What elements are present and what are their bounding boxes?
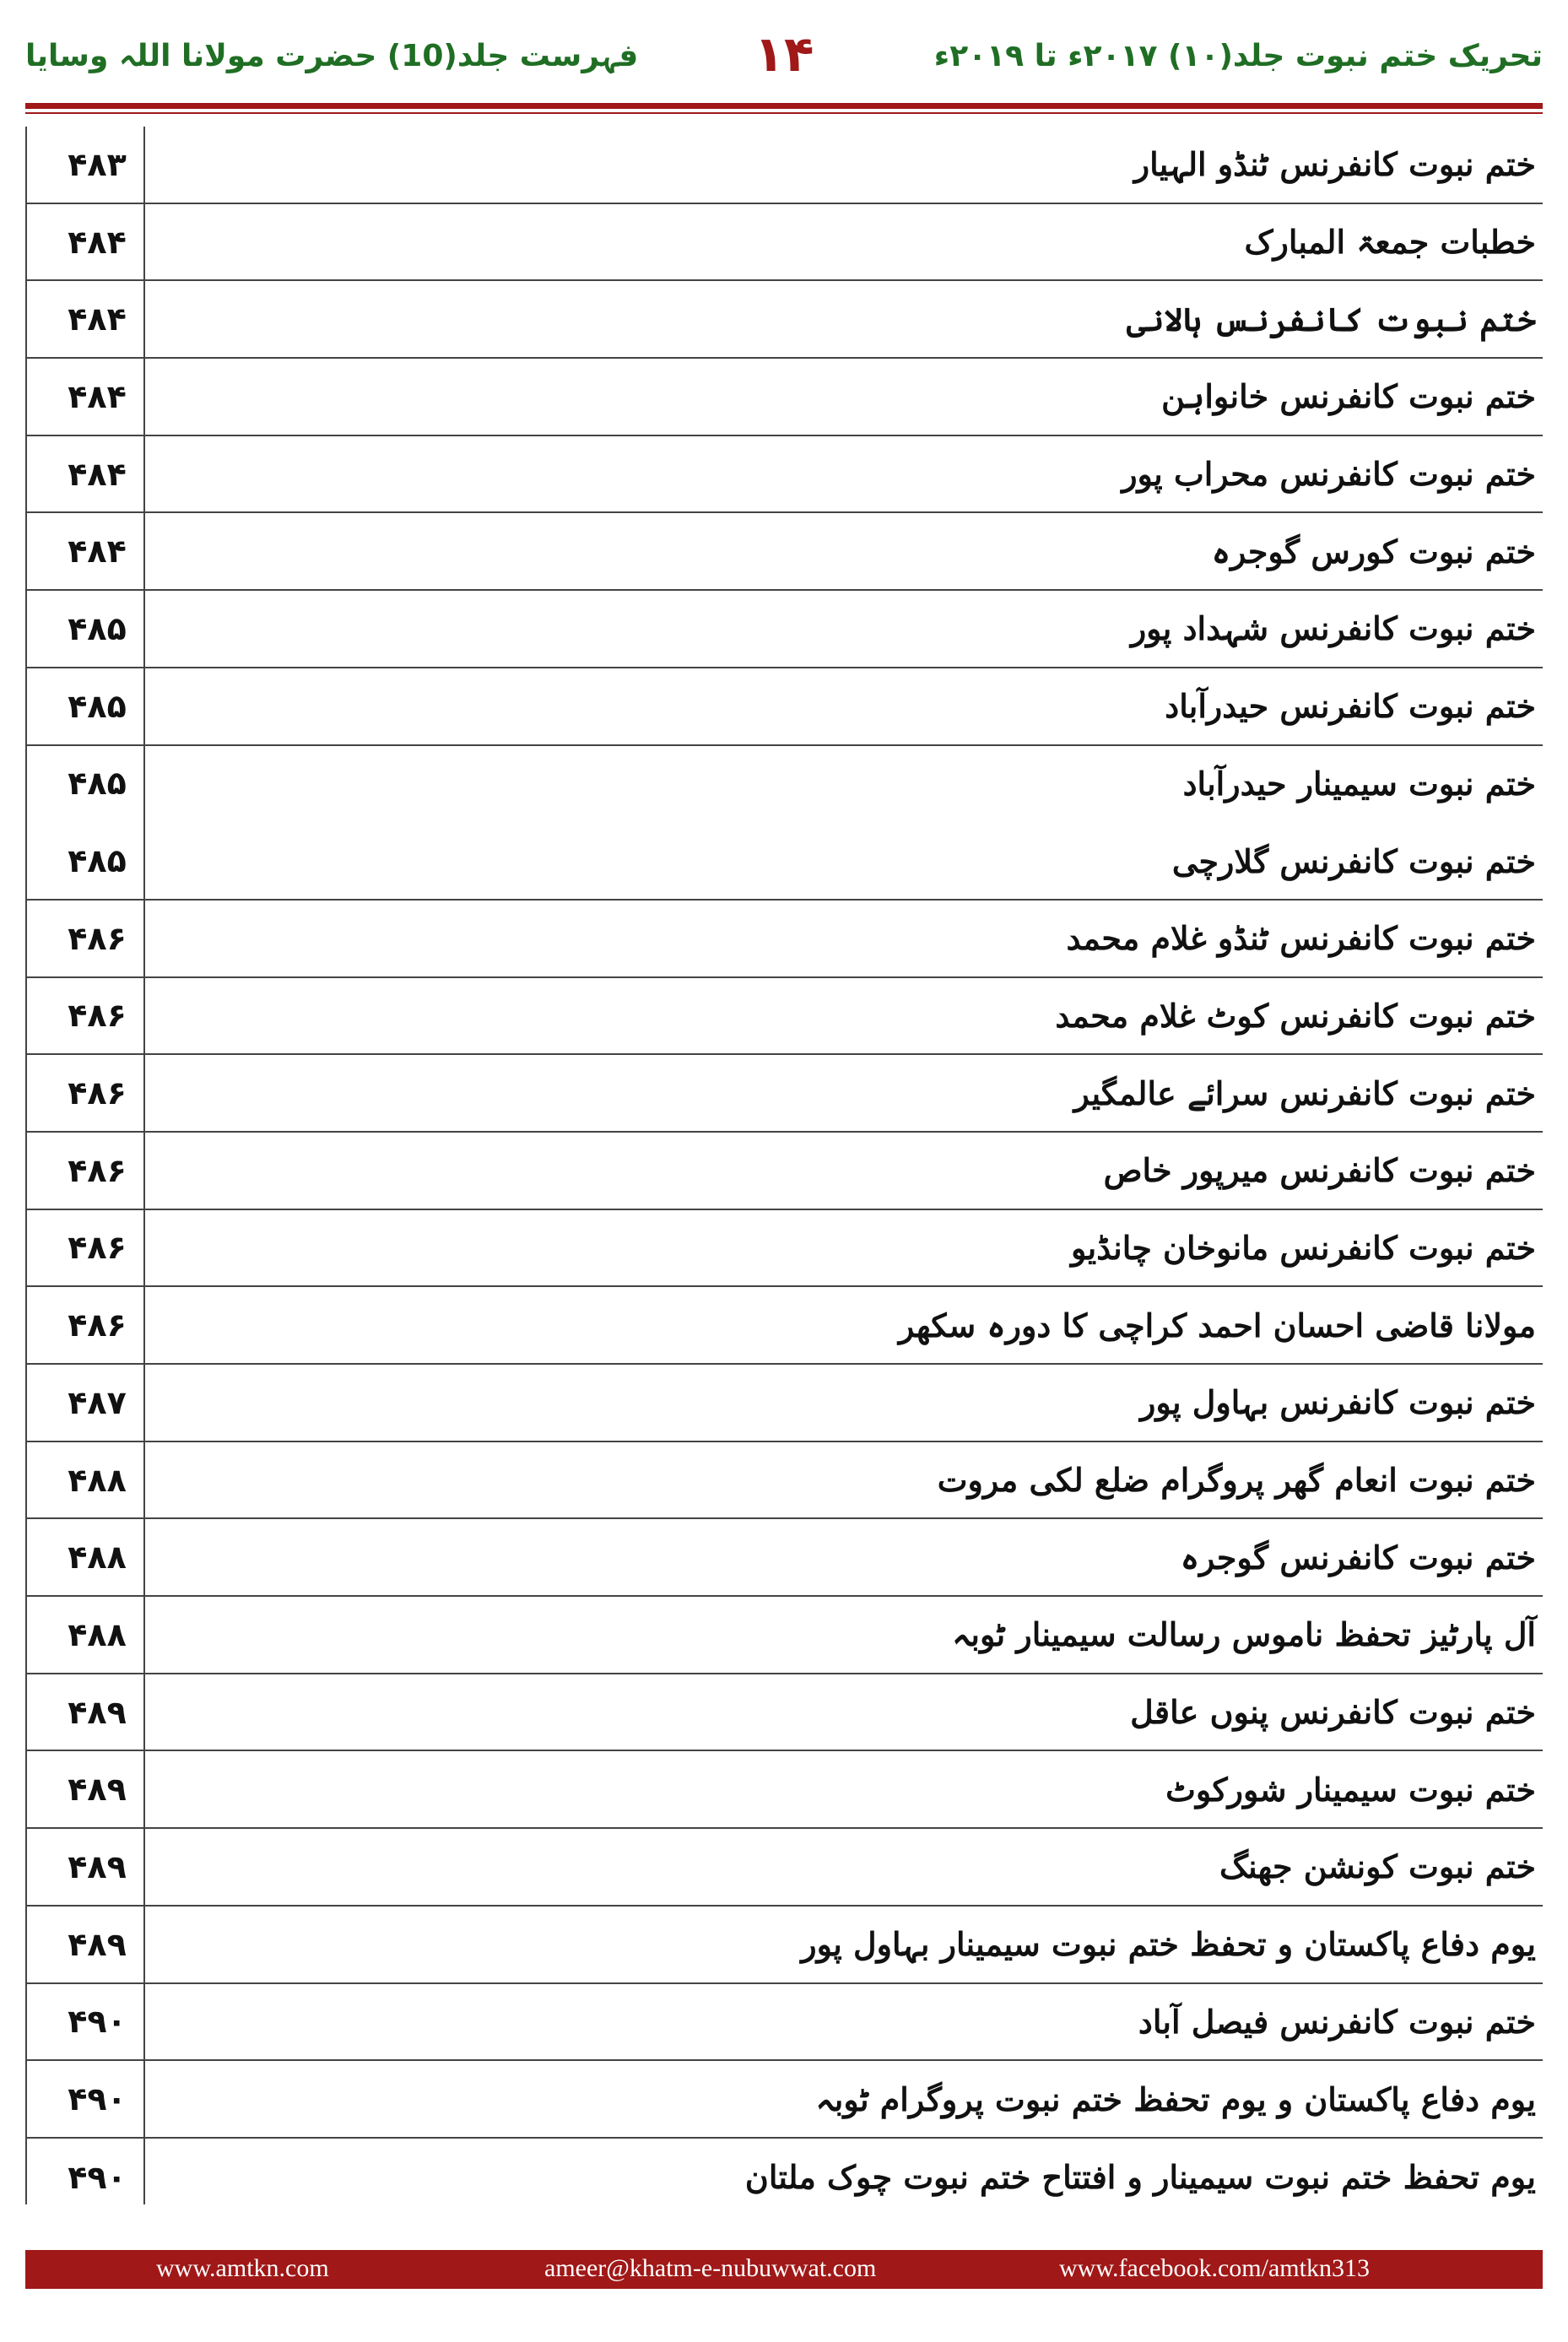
entry-page-number: ۴۸۶: [68, 1306, 127, 1344]
entry-page-number: ۴۸۹: [68, 1847, 127, 1885]
entry-page-number: ۴۹۰: [68, 2003, 127, 2041]
page-header: [25, 15, 1543, 104]
entry-title: ختم نبوت کانفرنس گلارچی: [1171, 841, 1536, 880]
table-row: [25, 746, 1543, 824]
header-rule-thick: [25, 103, 1543, 109]
table-row: [25, 2061, 1543, 2139]
table-row: [25, 2139, 1543, 2216]
entry-page-number: ۴۸۵: [68, 842, 127, 880]
page-number: ۱۴: [754, 25, 814, 83]
entry-page-number: ۴۹۰: [68, 2080, 127, 2118]
table-row: [25, 591, 1543, 668]
entry-page-number: ۴۸۶: [68, 1074, 127, 1112]
entry-page-number: ۴۸۵: [68, 687, 127, 725]
table-row: [25, 978, 1543, 1056]
entry-page-number: ۴۸۴: [68, 533, 127, 571]
entry-page-number: ۴۸۴: [68, 300, 127, 338]
entry-title: ختم نبوت کانفرنس پنوں عاقل: [1130, 1693, 1536, 1732]
entry-title: ختم نبوت کانفرنس حیدرآباد: [1165, 687, 1536, 726]
entry-title: ختم نبوت کانفرنس ٹنڈو غلام محمد: [1066, 919, 1536, 958]
entry-page-number: ۴۸۸: [68, 1615, 127, 1653]
table-row: [25, 1829, 1543, 1907]
entry-title: ختم نبوت کورس گوجرہ: [1211, 532, 1536, 571]
header-rule-thin: [25, 112, 1543, 114]
table-row: [25, 1984, 1543, 2062]
table-row: [25, 1442, 1543, 1520]
entry-page-number: ۴۸۶: [68, 1229, 127, 1267]
table-row: [25, 823, 1543, 901]
book-title: تحریک ختم نبوت جلد(۱۰) ۲۰۱۷ء تا ۲۰۱۹ء: [933, 39, 1543, 73]
entry-page-number: ۴۸۸: [68, 1461, 127, 1499]
entry-title: ختم نبوت کانفرنس فیصل آباد: [1138, 2002, 1536, 2041]
page-footer: [25, 2250, 1543, 2289]
entry-title: ختم نبوت کونشن جھنگ: [1219, 1847, 1536, 1886]
entry-title: ختم نبوت کانفرنس بہاول پور: [1139, 1383, 1536, 1422]
entry-page-number: ۴۸۴: [68, 377, 127, 415]
entry-title: ختم نبوت کانفرنس کوٹ غلام محمد: [1055, 996, 1536, 1035]
entry-page-number: ۴۸۳: [68, 145, 127, 183]
entry-title: ختم نبوت کانفرنس سرائے عالمگیر: [1073, 1074, 1536, 1112]
table-row: [25, 1907, 1543, 1984]
entry-page-number: ۴۸۸: [68, 1539, 127, 1577]
table-row: [25, 359, 1543, 436]
entry-title: ختم نبوت انعام گھر پروگرام ضلع لکی مروت: [937, 1461, 1536, 1500]
entry-page-number: ۴۸۴: [68, 455, 127, 493]
entry-page-number: ۴۹۰: [68, 2158, 127, 2196]
entry-title: یوم تحفظ ختم نبوت سیمینار و افتتاح ختم نبوت چوک ملتان: [744, 2158, 1536, 2197]
entry-page-number: ۴۸۹: [68, 1771, 127, 1809]
entry-title: ختم نبوت سیمینار شورکوٹ: [1165, 1770, 1536, 1809]
table-row: [25, 1365, 1543, 1442]
entry-page-number: ۴۸۶: [68, 997, 127, 1035]
entry-title: یوم دفاع پاکستان و یوم تحفظ ختم نبوت پروگرام ٹوبہ: [815, 2080, 1536, 2118]
entry-title: خطبات جمعۃ المبارک: [1244, 223, 1536, 262]
table-row: [25, 127, 1543, 204]
table-row: [25, 1751, 1543, 1829]
entry-title: ختم نبوت کانفرنس گوجرہ: [1180, 1538, 1536, 1577]
entry-title: مولانا قاضی احسان احمد کراچی کا دورہ سکھر: [898, 1306, 1536, 1344]
table-row: [25, 1519, 1543, 1597]
entry-page-number: ۴۸۹: [68, 1925, 127, 1963]
entry-title: ختم نبوت کانفرنس شہداد پور: [1130, 609, 1536, 648]
footer-website[interactable]: www.amtkn.com: [156, 2254, 329, 2282]
index-title: فہرست جلد(10) حضرت مولانا اللہ وسایا: [25, 39, 639, 73]
table-row: [25, 513, 1543, 591]
table-row: [25, 204, 1543, 282]
table-row: [25, 1597, 1543, 1674]
entry-page-number: ۴۸۹: [68, 1693, 127, 1731]
table-row: [25, 1287, 1543, 1365]
entry-title: ختم نبوت کانفرنس خانواہن: [1161, 377, 1536, 416]
table-row: [25, 1055, 1543, 1133]
entry-page-number: ۴۸۵: [68, 609, 127, 647]
entry-page-number: ۴۸۶: [68, 919, 127, 957]
footer-email[interactable]: ameer@khatm-e-nubuwwat.com: [544, 2254, 877, 2282]
entry-title: ختم نبوت سیمینار حیدرآباد: [1182, 764, 1536, 803]
entry-title: ختم نبوت کانفرنس محراب پور: [1122, 455, 1536, 494]
entry-title: ختم نبوت کانفرنس ہالانی: [1126, 300, 1536, 338]
entry-title: یوم دفاع پاکستان و تحفظ ختم نبوت سیمینار بہاول پور: [801, 1925, 1536, 1964]
entry-title: آل پارٹیز تحفظ ناموس رسالت سیمینار ٹوبہ: [952, 1615, 1536, 1654]
entry-page-number: ۴۸۴: [68, 223, 127, 261]
table-of-contents: [25, 127, 1543, 2216]
table-row: [25, 281, 1543, 359]
entry-page-number: ۴۸۷: [68, 1383, 127, 1421]
table-row: [25, 901, 1543, 978]
entry-page-number: ۴۸۵: [68, 765, 127, 803]
table-row: [25, 668, 1543, 746]
table-row: [25, 1133, 1543, 1210]
entry-page-number: ۴۸۶: [68, 1151, 127, 1189]
entry-title: ختم نبوت کانفرنس میرپور خاص: [1103, 1151, 1536, 1190]
table-row: [25, 436, 1543, 514]
table-row: [25, 1210, 1543, 1288]
entry-title: ختم نبوت کانفرنس ٹنڈو الہیار: [1133, 145, 1536, 184]
entry-title: ختم نبوت کانفرنس مانوخان چانڈیو: [1071, 1228, 1536, 1267]
table-row: [25, 1674, 1543, 1752]
footer-facebook[interactable]: www.facebook.com/amtkn313: [1059, 2254, 1370, 2282]
